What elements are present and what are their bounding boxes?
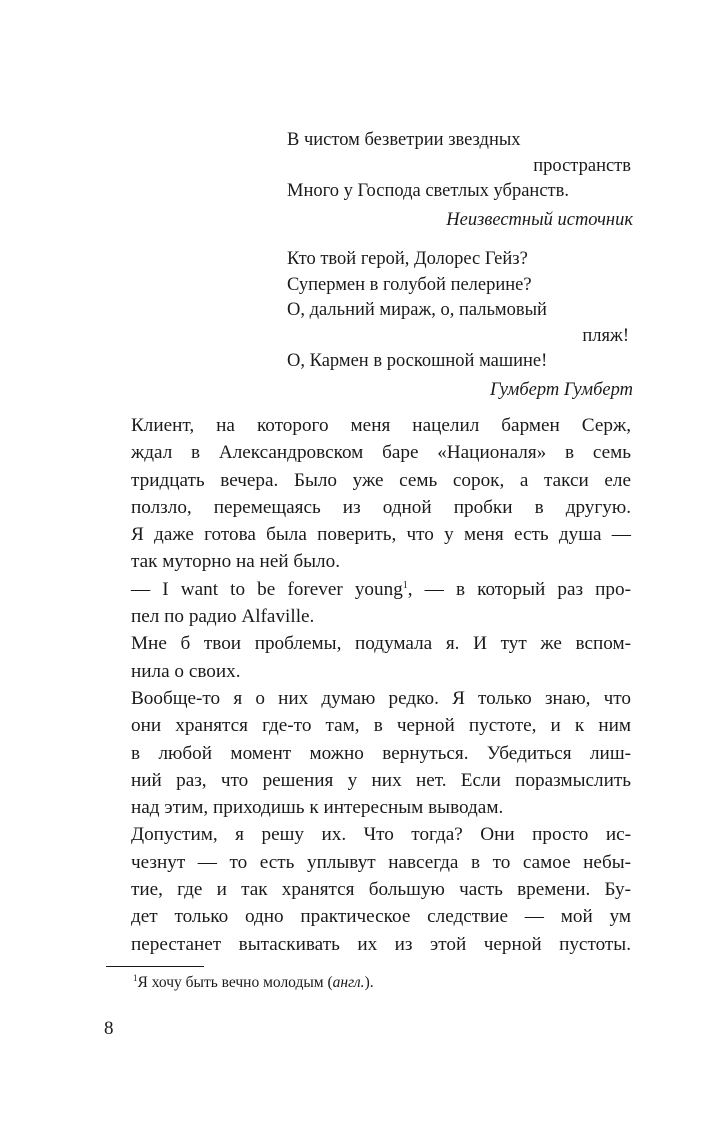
footnote-text: Я хочу быть вечно молодым ( [137,974,333,991]
text-line: ний раз, что решения у них нет. Если поразмыслить [131,769,631,791]
epigraph-line: Кто твой герой, Долорес Гейз? [287,249,528,269]
epigraph-line: Много у Господа светлых убранств. [287,181,569,201]
text-line: Клиент, на которого меня нацелил бармен Серж, [131,415,631,436]
footnote-marker: 1 [133,973,138,983]
text-line: дет только одно практическое следствие — мой ум [131,906,631,928]
footnote-tail: ). [364,974,374,991]
paragraph-5 [106,821,631,957]
text-fragment: — I want to be forever young [131,578,403,600]
epigraph-1 [287,128,633,233]
epigraph-line: О, Кармен в роскошной машине! [287,351,548,371]
text-line: чезнут — то есть уплывут навсегда в то самое небы- [131,851,631,873]
body-text [106,412,631,958]
text-line: перестанет вытаскивать их из этой черной пустоты. [131,933,631,955]
epigraphs [287,128,633,403]
epigraph-line: пространств [533,155,631,176]
epigraph-line: О, дальний мираж, о, пальмовый [287,300,547,320]
text-line: они хранятся где-то там, в черной пустоте, и к ним [131,715,631,737]
page-number: 8 [104,1018,114,1039]
footnote-ref[interactable]: 1 [402,579,408,591]
text-line: над этим, приходишь к интересным выводам. [131,797,504,819]
text-line: тие, где и так хранятся большую часть времени. Бу- [131,879,631,901]
epigraph-line: Супермен в голубой пелерине? [287,274,532,295]
text-line: Мне б твои проблемы, подумала я. И тут же вспом- [131,633,631,655]
text-line: нила о своих. [131,660,241,682]
paragraph-4 [106,685,631,821]
text-line: в любой момент можно вернуться. Убедиться лиш- [131,742,631,764]
text-line [106,576,631,603]
paragraph-2 [106,576,631,631]
text-line: ждал в Александровском баре «Националя» в семь [131,442,631,464]
text-line: Я даже готова была поверить, что у меня есть душа — [131,524,631,546]
text-line: так муторно на ней было. [131,551,341,573]
epigraph-attribution: Неизвестный источник [446,209,633,230]
text-line: ползло, перемещаясь из одной пробки в другую. [131,496,631,518]
epigraph-line: пляж! [582,325,629,346]
paragraph-1 [106,412,631,576]
text-fragment: , — в который раз про- [407,578,631,600]
epigraph-attribution: Гумберт Гумберт [490,379,633,400]
footnote-divider [106,966,204,967]
epigraph-2 [287,247,633,403]
text-line: тридцать вечера. Было уже семь сорок, а такси еле [131,469,631,491]
text-line: Вообще-то я о них думаю редко. Я только знаю, что [131,687,631,709]
paragraph-3 [106,630,631,685]
epigraph-line: В чистом безветрии звездных [287,130,521,150]
text-line: Допустим, я решу их. Что тогда? Они просто ис- [131,824,631,846]
footnote-lang: англ. [332,974,365,991]
text-line: пел по радио Alfaville. [131,606,315,628]
footnote [133,972,374,994]
